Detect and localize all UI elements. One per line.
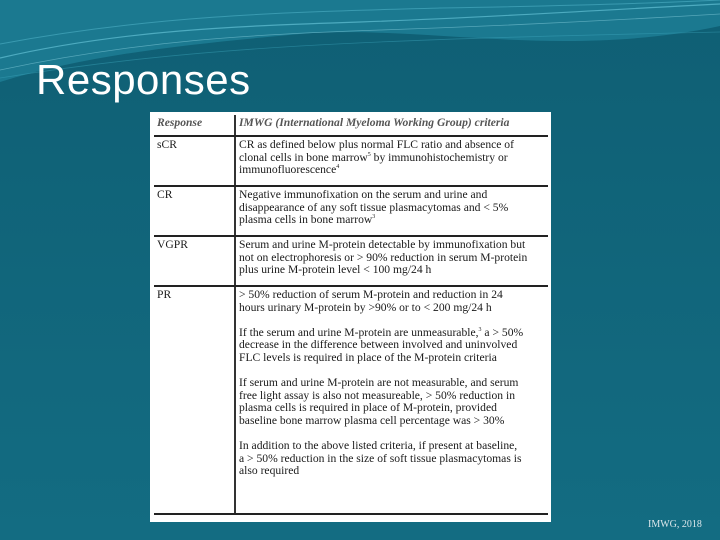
criteria-line: If the serum and urine M-protein are unmeasurable, [239,325,479,339]
criteria-line: not on electrophoresis or > 90% reduction in serum M-protein [239,250,528,264]
criteria-line: CR as defined below plus normal FLC ratio and absence of [239,138,514,151]
slide-title: Responses [36,56,251,103]
header-criteria: IMWG (International Myeloma Working Group) criteria [239,116,510,129]
criteria-line: Serum and urine M-protein detectable by immunofixation but [239,238,526,251]
slide-footer-citation: IMWG, 2018 [648,519,702,530]
criteria-line: > 50% reduction of serum M-protein and reduction in 24 [239,288,503,301]
criteria-line: baseline bone marrow plasma cell percentage was > 30% [239,413,505,427]
criteria-line: a > 50% [481,325,524,339]
criteria-line: immunofluorescence [239,163,337,177]
criteria-line: In addition to the above listed criteria, if present at baseline, [239,439,518,453]
footnote-ref: 5 [367,151,371,158]
row-label: VGPR [157,238,188,251]
table-header-row [154,115,548,137]
footnote-ref: 3 [478,326,482,333]
criteria-line: FLC levels is required in place of the M-protein criteria [239,350,497,364]
criteria-line: free light assay is also not measureable, > 50% reduction in [239,388,516,402]
table-row-cr [154,187,548,237]
criteria-table-image [150,112,551,522]
table-row-pr [154,287,548,515]
row-label: sCR [157,138,177,151]
row-label: PR [157,288,172,301]
footnote-ref: 4 [336,164,340,171]
criteria-line: clonal cells in bone marrow [239,150,368,164]
header-response: Response [157,116,203,129]
criteria-line: a > 50% reduction in the size of soft tissue plasmacytomas is [239,451,522,465]
criteria-line: If serum and urine M-protein are not measurable, and serum [239,376,519,390]
criteria-line: plasma cells in bone marrow [239,213,373,227]
criteria-line: disappearance of any soft tissue plasmacytomas and < 5% [239,200,509,214]
criteria-line: decrease in the difference between involved and uninvolved [239,338,518,352]
row-label: CR [157,188,173,201]
criteria-line: by immunohistochemistry or [370,150,508,164]
criteria-line: plus urine M-protein level < 100 mg/24 h [239,263,432,277]
table-row-vgpr [154,237,548,287]
criteria-line: also required [239,464,300,478]
criteria-line: plasma cells is required in place of M-protein, provided [239,401,497,415]
criteria-line: hours urinary M-protein by >90% or to < 200 mg/24 h [239,300,492,314]
criteria-line: Negative immunofixation on the serum and urine and [239,188,488,201]
table-row-scr [154,137,548,187]
footnote-ref: 3 [372,214,376,221]
